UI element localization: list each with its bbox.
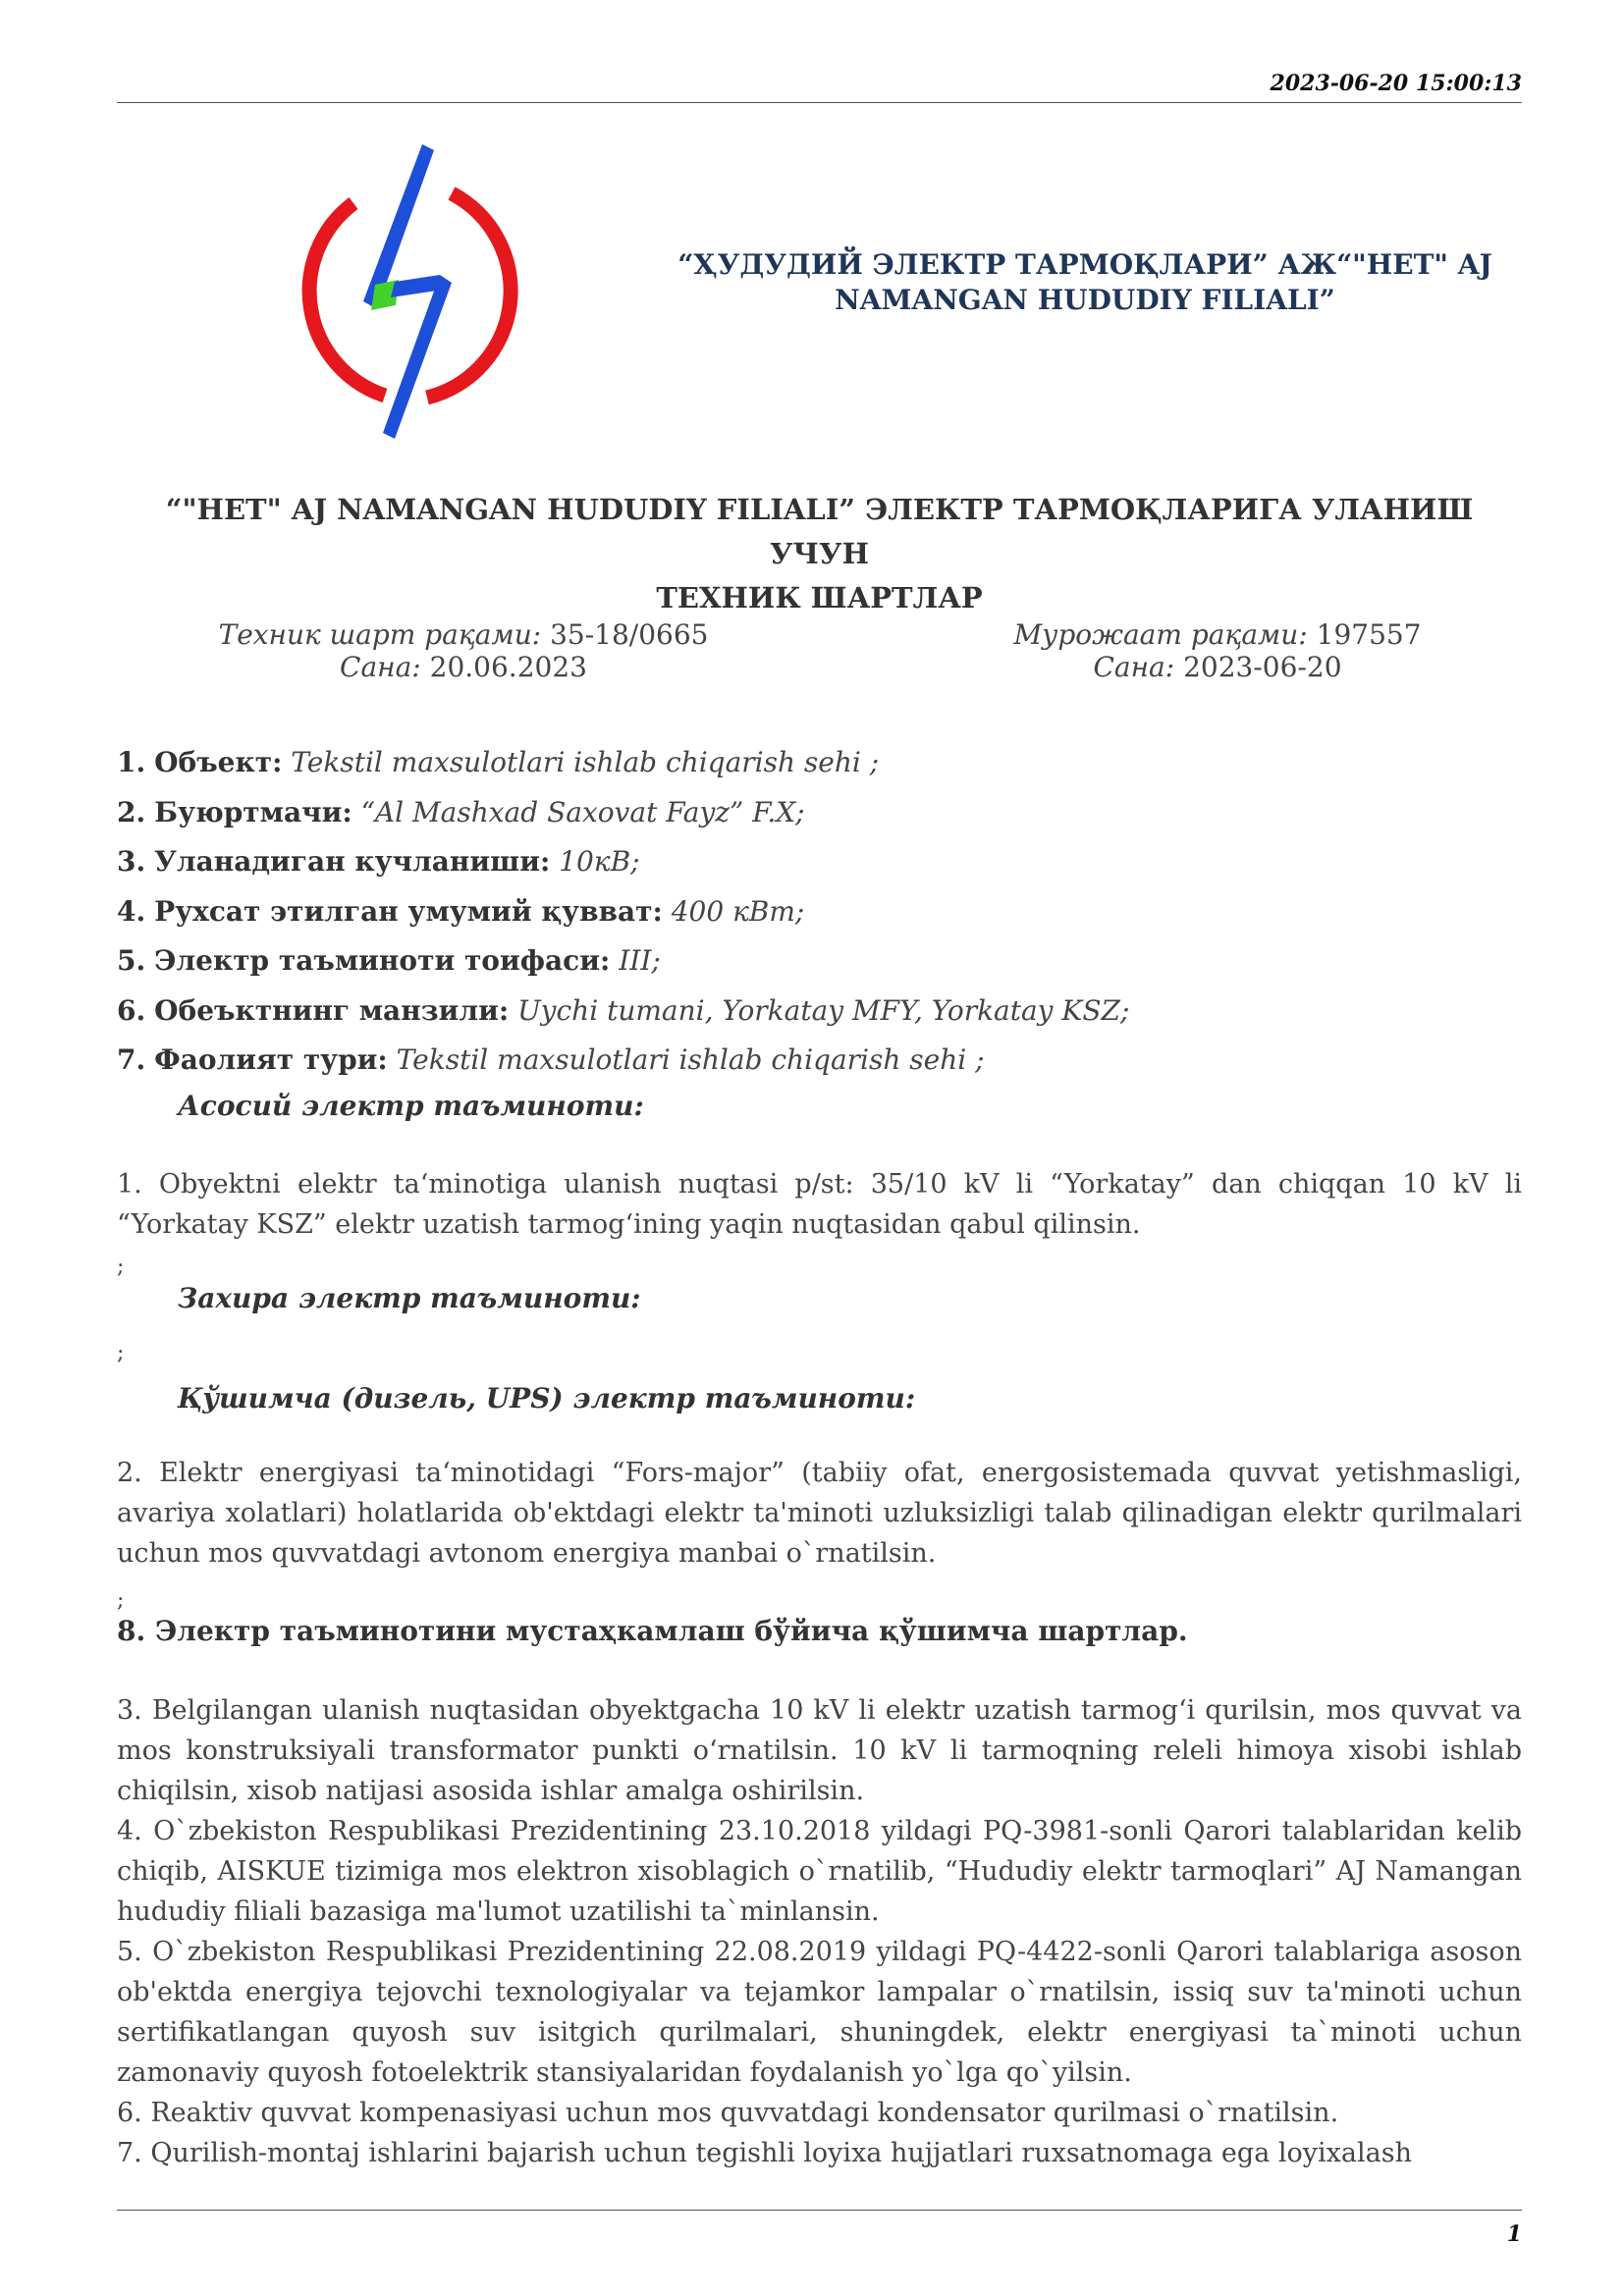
detail-number: 2. xyxy=(117,795,146,828)
detail-value: 400 кВт; xyxy=(662,894,805,928)
condition-paragraph: 3. Belgilangan ulanish nuqtasidan obyektgacha 10 kV li elektr uzatish tarmogʻi qurilsin, mos quvvat va mos konstruksiyali transformator punkti oʻrnatilsin. 10 kV li tarmoqning releli himoya xisobi ishlab chiqilsin, xisob natijasi asosida ishlar amalga oshirilsin. xyxy=(117,1695,1522,1806)
condition-paragraph: 7. Qurilish-montaj ishlarini bajarish uchun tegishli loyixa hujjatlari ruxsatnomaga ega loyixalash xyxy=(117,2138,1412,2168)
detail-number: 3. xyxy=(117,845,146,878)
detail-item-power xyxy=(117,891,1522,941)
detail-item-address xyxy=(117,990,1522,1041)
detail-item-activity xyxy=(117,1040,1522,1090)
company-logo xyxy=(275,142,535,442)
appeal-date-value: 2023-06-20 xyxy=(1174,651,1342,683)
condition-paragraph: 5. O`zbekiston Respublikasi Prezidentining 22.08.2019 yildagi PQ-4422-sonli Qarori talablariga asoson ob'ektda energiya tejovchi texnologiyalar va tejamkor lampalar o`rnatilsin, issiq suv ta'minoti uchun sertifikatlangan quyosh suv isitgich qurilmalari, shuningdek, elektr energiyasi ta`minoti uchun zamonaviy quyosh fotoelektrik stansiyalaridan foydalanish yo`lga qo`yilsin. xyxy=(117,1937,1522,2088)
detail-number: 4. xyxy=(117,894,146,928)
detail-number: 5. xyxy=(117,944,146,977)
detail-item-object xyxy=(117,742,1522,792)
tech-condition-meta xyxy=(169,618,758,683)
detail-value: Uychi tumani, Yorkatay MFY, Yorkatay KSZ; xyxy=(509,993,1130,1027)
tech-date-label: Сана: xyxy=(340,651,421,683)
detail-label: Уланадиган кучланиши: xyxy=(154,845,551,878)
main-supply-semicolon: ; xyxy=(117,1255,125,1279)
reserve-supply-semicolon: ; xyxy=(117,1341,125,1365)
detail-item-category xyxy=(117,940,1522,990)
section8-heading: 8. Электр таъминотини мустаҳкамлаш бўйича қўшимча шартлар. xyxy=(117,1615,1188,1647)
document-title-line2: ТЕХНИК ШАРТЛАР xyxy=(656,581,983,614)
header-divider xyxy=(117,102,1522,103)
detail-label: Объект: xyxy=(154,746,283,778)
appeal-number-label: Мурожаат рақами: xyxy=(1013,618,1308,651)
appeal-date-label: Сана: xyxy=(1093,651,1175,683)
document-title xyxy=(117,488,1522,620)
tech-number-label: Техник шарт рақами: xyxy=(218,618,542,651)
detail-label: Обеъктнинг манзили: xyxy=(154,993,510,1027)
header-timestamp: 2023-06-20 15:00:13 xyxy=(1270,71,1522,96)
appeal-number-value: 197557 xyxy=(1307,618,1422,651)
section8-paragraphs xyxy=(117,1690,1522,2173)
detail-label: Фаолият тури: xyxy=(154,1043,388,1076)
tech-number-value: 35-18/0665 xyxy=(541,618,709,651)
detail-item-customer xyxy=(117,792,1522,842)
organization-name xyxy=(648,247,1522,318)
detail-value: Tekstil maxsulotlari ishlab chiqarish sehi ; xyxy=(387,1043,985,1076)
detail-label: Буюртмачи: xyxy=(154,795,352,828)
detail-label: Рухсат этилган умумий қувват: xyxy=(154,894,663,928)
detail-number: 6. xyxy=(117,993,146,1027)
appeal-meta xyxy=(923,618,1512,683)
main-supply-heading: Асосий электр таъминоти: xyxy=(178,1090,644,1122)
additional-supply-semicolon: ; xyxy=(117,1588,125,1613)
additional-supply-text: 2. Elektr energiyasi taʻminotidagi “Fors-major” (tabiiy ofat, energosistemada quvvat yetishmasligi, avariya xolatlari) holatlarida ob'ektdagi elektr ta'minoti uzluksizligi talab qilinadigan elektr qurilmalari uchun mos quvvatdagi avtonom energiya manbai o`rnatilsin. xyxy=(117,1458,1522,1569)
detail-label: Электр таъминоти тоифаси: xyxy=(154,944,611,977)
page-number: 1 xyxy=(1506,2221,1522,2247)
detail-value: III; xyxy=(610,944,661,977)
condition-paragraph: 6. Reaktiv quvvat kompenasiyasi uchun mos quvvatdagi kondensator qurilmasi o`rnatilsin. xyxy=(117,2098,1339,2128)
condition-paragraph: 4. O`zbekiston Respublikasi Prezidentining 23.10.2018 yildagi PQ-3981-sonli Qarori talablaridan kelib chiqib, AISKUE tizimiga mos elektron xisoblagich o`rnatilib, “Hududiy elektr tarmoqlari” AJ Namangan hududiy filiali bazasiga ma'lumot uzatilishi ta`minlansin. xyxy=(117,1816,1522,1927)
detail-item-voltage xyxy=(117,841,1522,891)
footer-divider xyxy=(117,2210,1522,2211)
object-details-list xyxy=(117,742,1522,1090)
detail-value: Tekstil maxsulotlari ishlab chiqarish sehi ; xyxy=(282,746,880,778)
tech-date-value: 20.06.2023 xyxy=(420,651,587,683)
detail-value: 10кВ; xyxy=(550,845,640,878)
organization-name-line1: “ҲУДУДИЙ ЭЛЕКТР ТАРМОҚЛАРИ” АЖ“"НЕТ" AJ xyxy=(677,248,1492,281)
main-supply-text: 1. Obyektni elektr taʻminotiga ulanish nuqtasi p/st: 35/10 kV li “Yorkatay” dan chiqqan 10 kV li “Yorkatay KSZ” elektr uzatish tarmogʻining yaqin nuqtasidan qabul qilinsin. xyxy=(117,1169,1522,1240)
detail-number: 1. xyxy=(117,746,146,778)
organization-name-line2: NAMANGAN HUDUDIY FILIALI” xyxy=(835,284,1335,316)
detail-value: “Al Mashxad Saxovat Fayz” F.X; xyxy=(352,795,805,828)
additional-supply-heading: Қўшимча (дизель, UPS) электр таъминоти: xyxy=(178,1382,916,1415)
document-title-line1: “"НЕТ" AJ NAMANGAN HUDUDIY FILIALI” ЭЛЕКТР ТАРМОҚЛАРИГА УЛАНИШ УЧУН xyxy=(165,493,1474,570)
detail-number: 7. xyxy=(117,1043,146,1076)
reserve-supply-heading: Захира электр таъминоти: xyxy=(178,1282,641,1314)
